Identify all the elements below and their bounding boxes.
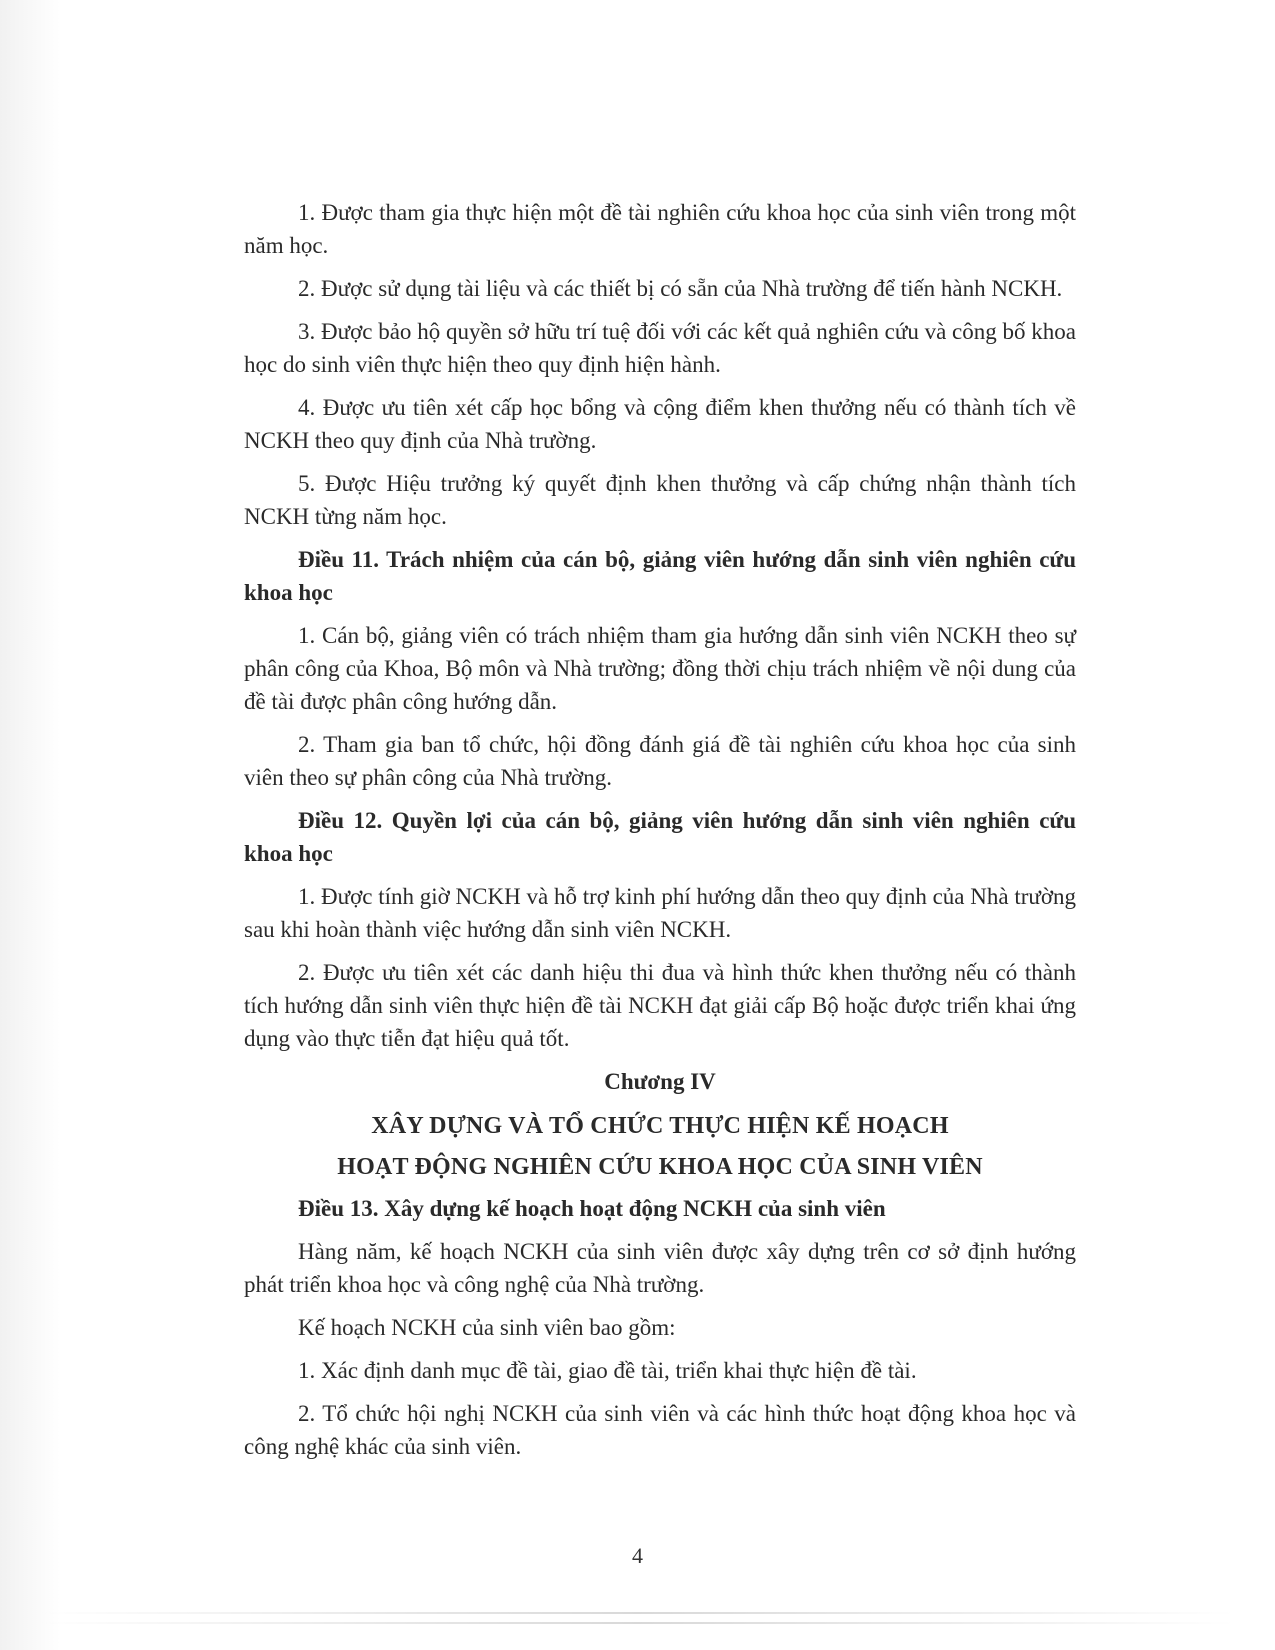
chapter-title-line2: HOẠT ĐỘNG NGHIÊN CỨU KHOA HỌC CỦA SINH VIÊN — [337, 1154, 983, 1180]
article11-item-1: 1. Cán bộ, giảng viên có trách nhiệm tham gia hướng dẫn sinh viên NCKH theo sự phân công của Khoa, Bộ môn và Nhà trường; đồng thời chịu trách nhiệm về nội dung của đề tài được phân công hướng dẫn. — [244, 623, 1076, 714]
article11-heading: Điều 11. Trách nhiệm của cán bộ, giảng viên hướng dẫn sinh viên nghiên cứu khoa học — [244, 547, 1076, 605]
scan-artifact-line — [40, 1622, 1235, 1624]
article12-heading: Điều 12. Quyền lợi của cán bộ, giảng viên hướng dẫn sinh viên nghiên cứu khoa học — [244, 808, 1076, 866]
article10-item-4: 4. Được ưu tiên xét cấp học bổng và cộng điểm khen thưởng nếu có thành tích về NCKH theo quy định của Nhà trường. — [244, 395, 1076, 453]
article12-item-2: 2. Được ưu tiên xét các danh hiệu thi đua và hình thức khen thưởng nếu có thành tích hướng dẫn sinh viên thực hiện đề tài NCKH đạt giải cấp Bộ hoặc được triển khai ứng dụng vào thực tiễn đạt hiệu quả tốt. — [244, 960, 1076, 1051]
article10-item-1: 1. Được tham gia thực hiện một đề tài nghiên cứu khoa học của sinh viên trong một năm học. — [244, 200, 1076, 258]
article10-item-5: 5. Được Hiệu trưởng ký quyết định khen thưởng và cấp chứng nhận thành tích NCKH từng năm học. — [244, 471, 1076, 529]
article10-item-2: 2. Được sử dụng tài liệu và các thiết bị có sẵn của Nhà trường để tiến hành NCKH. — [298, 276, 1063, 301]
page-number: 4 — [632, 1543, 643, 1568]
page-content — [244, 196, 1076, 1473]
scan-shadow — [0, 0, 60, 1650]
article13-intro: Hàng năm, kế hoạch NCKH của sinh viên được xây dựng trên cơ sở định hướng phát triển khoa học và công nghệ của Nhà trường. — [244, 1239, 1076, 1297]
scan-artifact-line — [40, 1612, 1235, 1614]
article13-list-intro: Kế hoạch NCKH của sinh viên bao gồm: — [298, 1315, 676, 1340]
chapter-title-line1: XÂY DỰNG VÀ TỔ CHỨC THỰC HIỆN KẾ HOẠCH — [371, 1113, 949, 1139]
article12-item-1: 1. Được tính giờ NCKH và hỗ trợ kinh phí hướng dẫn theo quy định của Nhà trường sau khi hoàn thành việc hướng dẫn sinh viên NCKH. — [244, 884, 1076, 942]
article13-item-1: 1. Xác định danh mục đề tài, giao đề tài, triển khai thực hiện đề tài. — [298, 1358, 917, 1383]
article11-item-2: 2. Tham gia ban tổ chức, hội đồng đánh giá đề tài nghiên cứu khoa học của sinh viên theo sự phân công của Nhà trường. — [244, 732, 1076, 790]
chapter-label: Chương IV — [604, 1069, 716, 1094]
article10-item-3: 3. Được bảo hộ quyền sở hữu trí tuệ đối với các kết quả nghiên cứu và công bố khoa học do sinh viên thực hiện theo quy định hiện hành. — [244, 319, 1076, 377]
article13-heading: Điều 13. Xây dựng kế hoạch hoạt động NCKH của sinh viên — [298, 1196, 886, 1221]
article13-item-2: 2. Tổ chức hội nghị NCKH của sinh viên và các hình thức hoạt động khoa học và công nghệ khác của sinh viên. — [244, 1401, 1076, 1459]
